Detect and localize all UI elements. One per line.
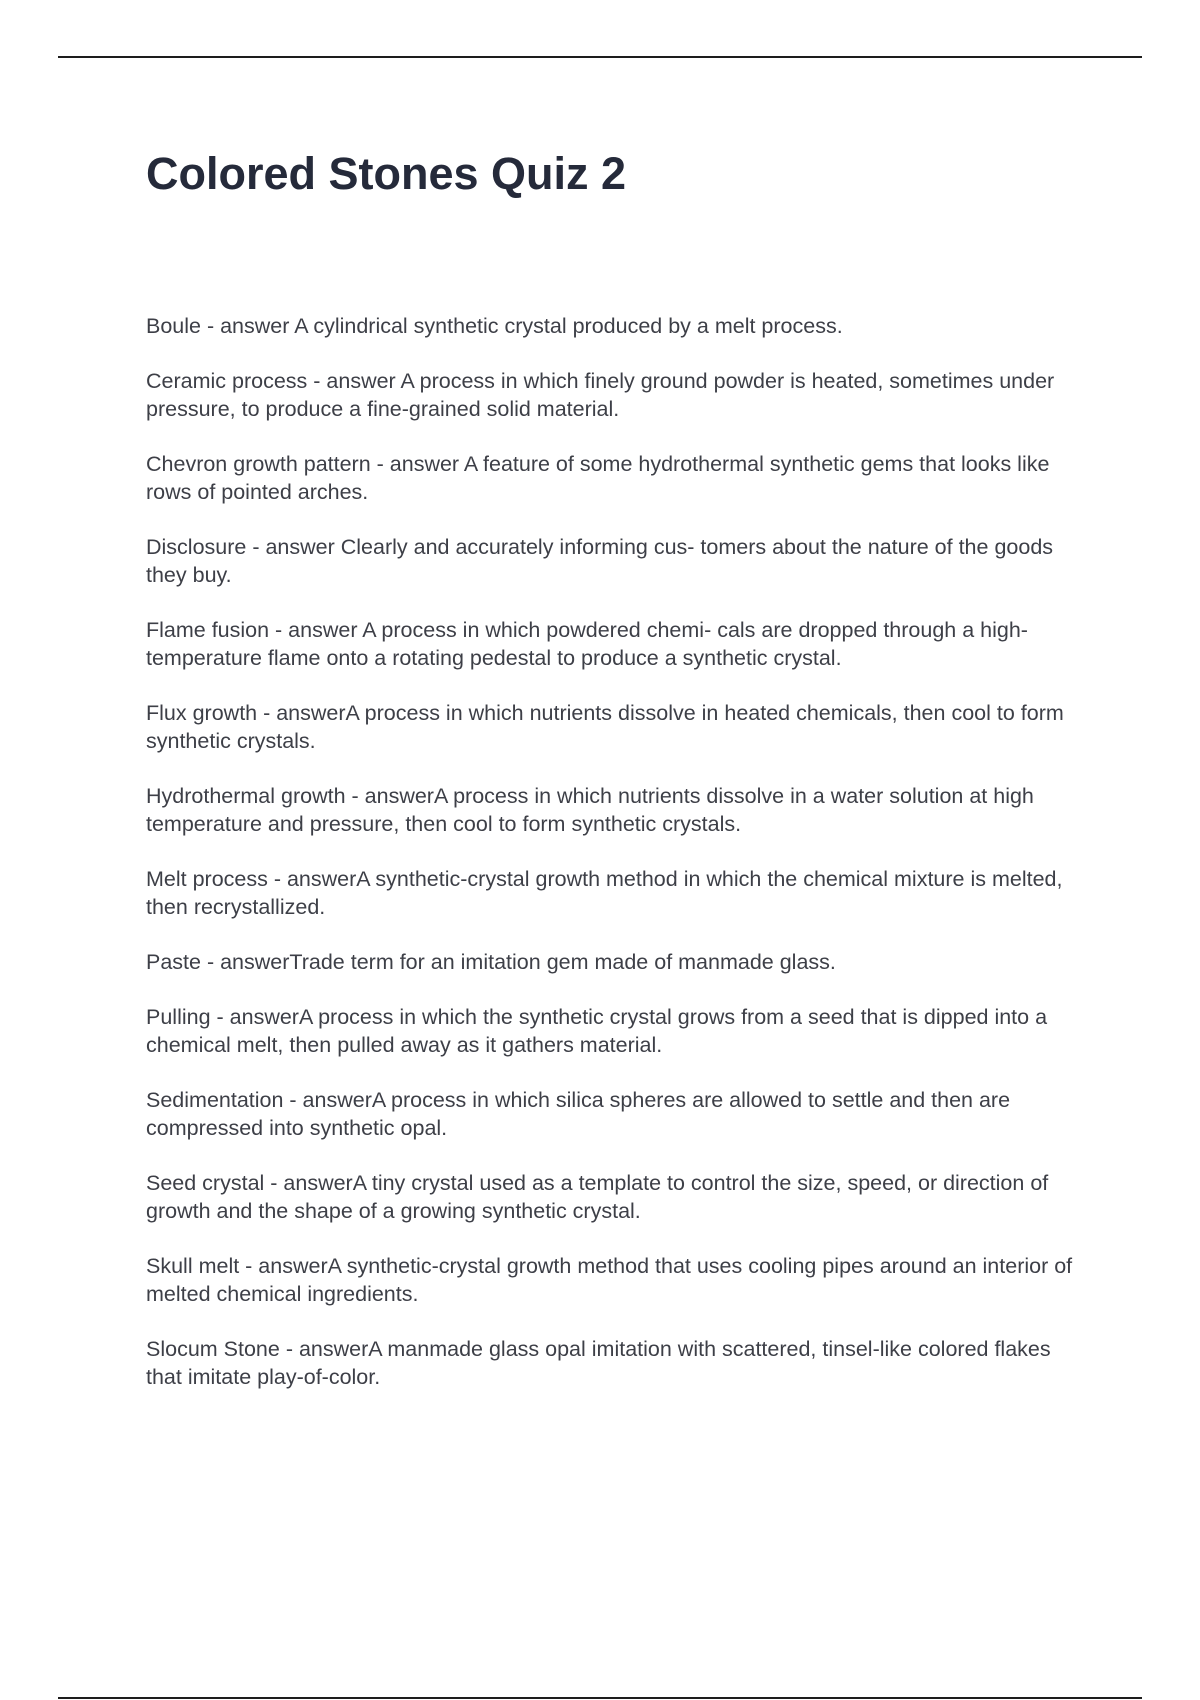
glossary-entry: Pulling - answerA process in which the synthetic crystal grows from a seed that is dipped into a chemical melt, then pulled away as it gathers material. <box>146 1005 1048 1057</box>
header-rule <box>58 56 1142 58</box>
glossary-list <box>146 312 1086 1418</box>
glossary-entry: Slocum Stone - answerA manmade glass opal imitation with scattered, tinsel-like colored flakes that imitate play-of-color. <box>146 1337 1051 1389</box>
glossary-entry: Ceramic process - answer A process in which finely ground powder is heated, sometimes under pressure, to produce a fine-grained solid material. <box>146 369 1055 421</box>
glossary-entry: Chevron growth pattern - answer A feature of some hydrothermal synthetic gems that looks like rows of pointed arches. <box>146 452 1050 504</box>
page-title: Colored Stones Quiz 2 <box>146 148 627 199</box>
glossary-entry: Hydrothermal growth - answerA process in which nutrients dissolve in a water solution at high temperature and pressure, then cool to form synthetic crystals. <box>146 784 1034 836</box>
glossary-entry: Flux growth - answerA process in which nutrients dissolve in heated chemicals, then cool to form synthetic crystals. <box>146 701 1064 753</box>
glossary-entry: Boule - answer A cylindrical synthetic crystal produced by a melt process. <box>146 314 843 338</box>
glossary-entry: Melt process - answerA synthetic-crystal growth method in which the chemical mixture is melted, then recrystallized. <box>146 867 1063 919</box>
glossary-entry: Flame fusion - answer A process in which powdered chemi- cals are dropped through a high-temperature flame onto a rotating pedestal to produce a synthetic crystal. <box>146 618 1028 670</box>
glossary-entry: Sedimentation - answerA process in which silica spheres are allowed to settle and then are compressed into synthetic opal. <box>146 1088 1011 1140</box>
glossary-entry: Paste - answerTrade term for an imitation gem made of manmade glass. <box>146 950 836 974</box>
glossary-entry: Skull melt - answerA synthetic-crystal growth method that uses cooling pipes around an interior of melted chemical ingredients. <box>146 1254 1073 1306</box>
glossary-entry: Seed crystal - answerA tiny crystal used as a template to control the size, speed, or direction of growth and the shape of a growing synthetic crystal. <box>146 1171 1049 1223</box>
footer-rule <box>58 1697 1142 1699</box>
glossary-entry: Disclosure - answer Clearly and accurately informing cus- tomers about the nature of the goods they buy. <box>146 535 1054 587</box>
